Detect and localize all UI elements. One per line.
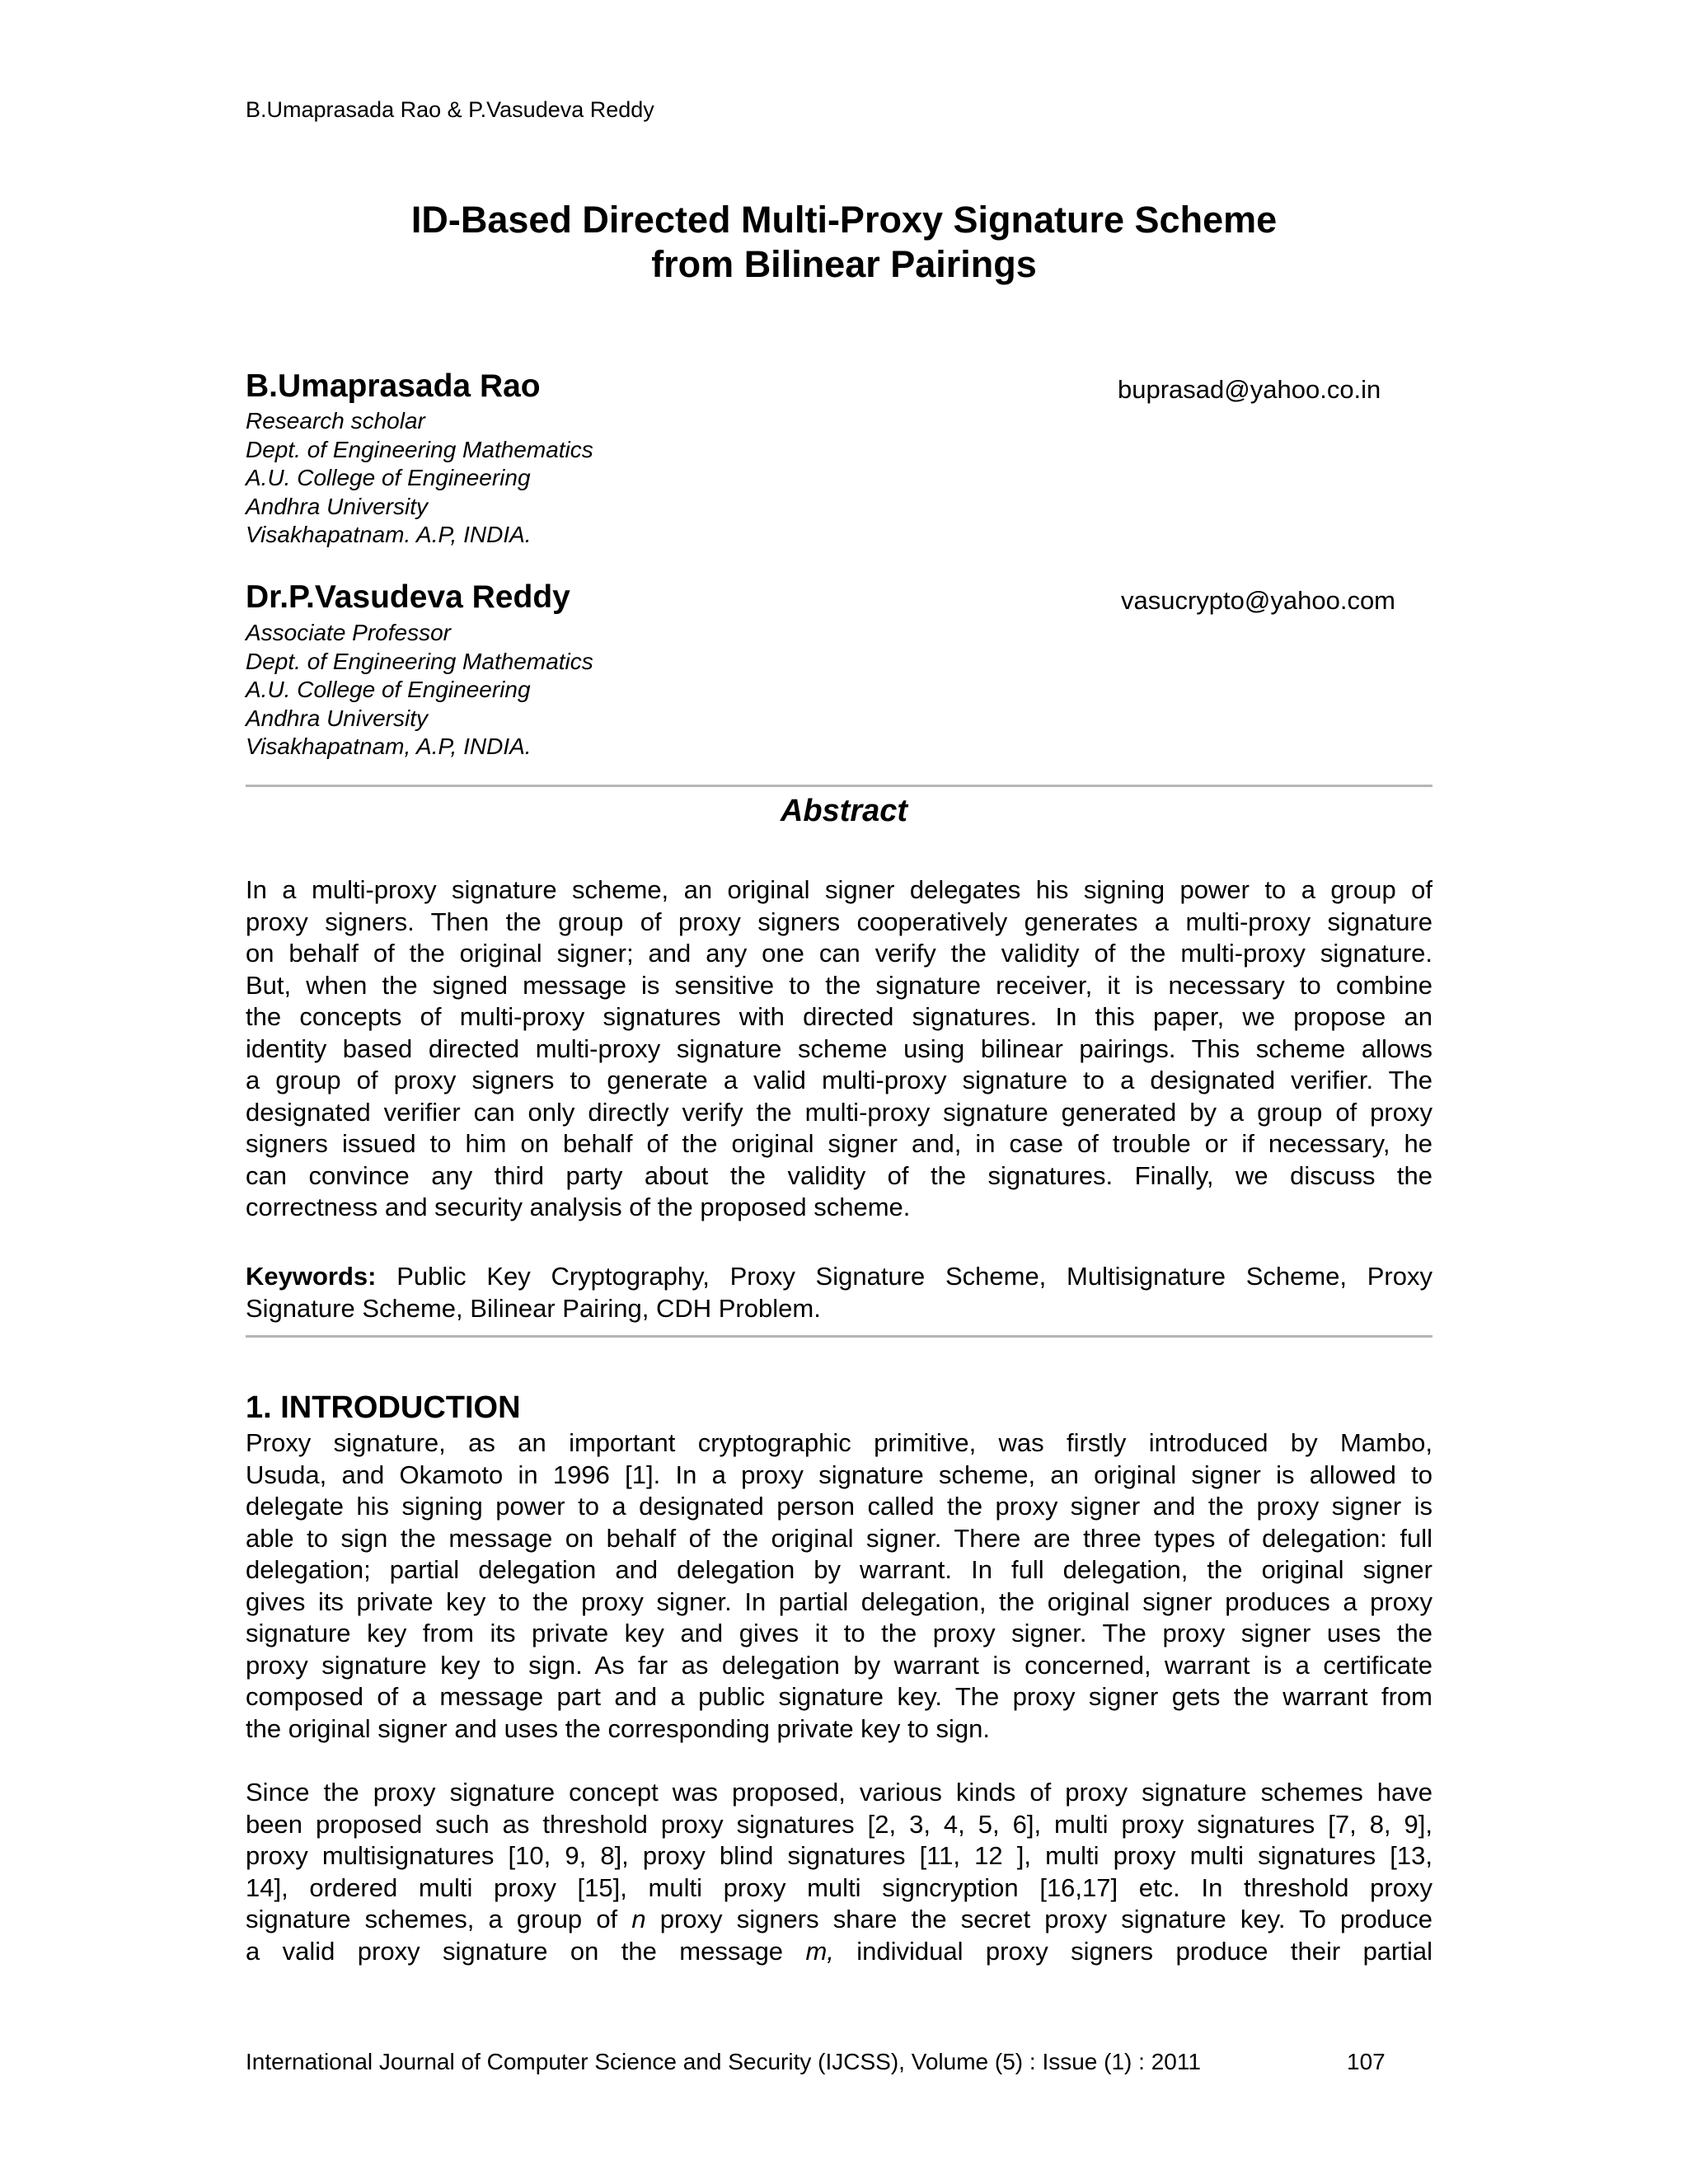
keywords-block [246,1261,1432,1324]
paper-title [0,198,1688,287]
intro-line: Usuda, and Okamoto in 1996 [1]. In a proxy signature scheme, an original signer is allowed to [246,1460,1432,1489]
section-heading-introduction: 1. INTRODUCTION [246,1390,521,1425]
intro-line: been proposed such as threshold proxy signatures [2, 3, 4, 5, 6], multi proxy signatures [7, 8, 9], [246,1809,1432,1839]
abstract-line: signers issued to him on behalf of the original signer and, in case of trouble or if necessary, he [246,1129,1432,1158]
intro-line: delegation; partial delegation and delegation by warrant. In full delegation, the original signer [246,1555,1432,1584]
intro-paragraph-2 [246,1777,1432,1967]
intro-line: proxy multisignatures [10, 9, 8], proxy blind signatures [11, 12 ], multi proxy multi signatures [13, [246,1841,1432,1870]
author-2-affiliation [246,619,593,762]
abstract-body [246,874,1432,1224]
intro-line [246,1904,1432,1936]
affiliation-line: A.U. College of Engineering [246,677,531,702]
abstract-line: designated verifier can only directly verify the multi-proxy signature generated by a group of proxy [246,1097,1432,1127]
title-line-2: from Bilinear Pairings [651,243,1037,285]
intro-line: signature key from its private key and gives it to the proxy signer. The proxy signer uses the [246,1619,1432,1647]
title-line-1: ID-Based Directed Multi-Proxy Signature Scheme [410,199,1278,241]
running-header: B.Umaprasada Rao & P.Vasudeva Reddy [246,97,654,122]
intro-line: Since the proxy signature concept was proposed, various kinds of proxy signature schemes have [246,1778,1432,1807]
intro-line: delegate his signing power to a designated person called the proxy signer and the proxy signer is [246,1492,1432,1521]
keywords-text: Public Key Cryptography, Proxy Signature Scheme, Multisignature Scheme, Proxy [396,1262,1432,1291]
intro-line: proxy signature key to sign. As far as delegation by warrant is concerned, warrant is a certificate [246,1650,1432,1680]
text-run: individual proxy signers produce their partial [833,1936,1433,1966]
affiliation-line: Visakhapatnam, A.P, INDIA. [246,733,532,759]
intro-paragraph-1 [246,1427,1432,1745]
abstract-line: a group of proxy signers to generate a valid multi-proxy signature to a designated verifier. The [246,1066,1432,1094]
abstract-line: identity based directed multi-proxy signature scheme using bilinear pairings. This scheme allows [246,1033,1432,1063]
intro-line: the original signer and uses the corresponding private key to sign. [246,1713,990,1743]
affiliation-line: Research scholar [246,408,425,434]
intro-line: 14], ordered multi proxy [15], multi proxy multi signcryption [16,17] etc. In threshold proxy [246,1872,1432,1902]
footer-journal: International Journal of Computer Science and Security (IJCSS), Volume (5) : Issue (1) : 2011 [246,2049,1201,2074]
math-variable: n [631,1905,646,1933]
keywords-line-2: Signature Scheme, Bilinear Pairing, CDH Problem. [246,1293,821,1323]
abstract-line: can convince any third party about the validity of the signatures. Finally, we discuss the [246,1160,1432,1190]
intro-line [246,1936,1432,1968]
author-1-name: B.Umaprasada Rao [246,368,541,404]
text-run: proxy signers share the secret proxy signature key. To produce [645,1905,1432,1933]
text-run: a valid proxy signature on the message [246,1936,806,1966]
affiliation-line: Visakhapatnam. A.P, INDIA. [246,522,532,547]
abstract-line: But, when the signed message is sensitive to the signature receiver, it is necessary to combine [246,970,1432,1000]
intro-line: gives its private key to the proxy signer. In partial delegation, the original signer produces a proxy [246,1586,1432,1616]
divider-bottom [246,1335,1432,1338]
affiliation-line: Dept. of Engineering Mathematics [246,648,593,674]
page-number: 107 [1347,2049,1386,2074]
abstract-heading: Abstract [780,794,908,828]
affiliation-line: Dept. of Engineering Mathematics [246,436,593,462]
keywords-line-1 [246,1261,1432,1293]
intro-line: composed of a message part and a public signature key. The proxy signer gets the warrant from [246,1682,1432,1711]
author-2-email: vasucrypto@yahoo.com [1121,586,1396,615]
author-1-email: buprasad@yahoo.co.in [1118,375,1381,404]
abstract-line: the concepts of multi-proxy signatures with directed signatures. In this paper, we propose an [246,1002,1432,1031]
abstract-line: on behalf of the original signer; and any one can verify the validity of the multi-proxy signature. [246,939,1432,968]
intro-line: able to sign the message on behalf of the original signer. There are three types of delegation: full [246,1523,1432,1553]
abstract-line: In a multi-proxy signature scheme, an original signer delegates his signing power to a group of [246,875,1432,904]
affiliation-line: Andhra University [246,493,428,519]
author-2-name: Dr.P.Vasudeva Reddy [246,579,570,615]
author-1-affiliation [246,407,593,550]
affiliation-line: A.U. College of Engineering [246,465,531,490]
math-variable: m, [805,1936,834,1966]
affiliation-line: Associate Professor [246,620,451,645]
divider-top [246,785,1432,787]
abstract-line: proxy signers. Then the group of proxy signers cooperatively generates a multi-proxy signature [246,907,1432,936]
abstract-line: correctness and security analysis of the proposed scheme. [246,1193,911,1221]
keywords-label: Keywords: [246,1262,377,1291]
intro-line: Proxy signature, as an important cryptographic primitive, was firstly introduced by Mambo, [246,1428,1432,1457]
text-run: signature schemes, a group of [246,1905,632,1933]
affiliation-line: Andhra University [246,705,428,731]
